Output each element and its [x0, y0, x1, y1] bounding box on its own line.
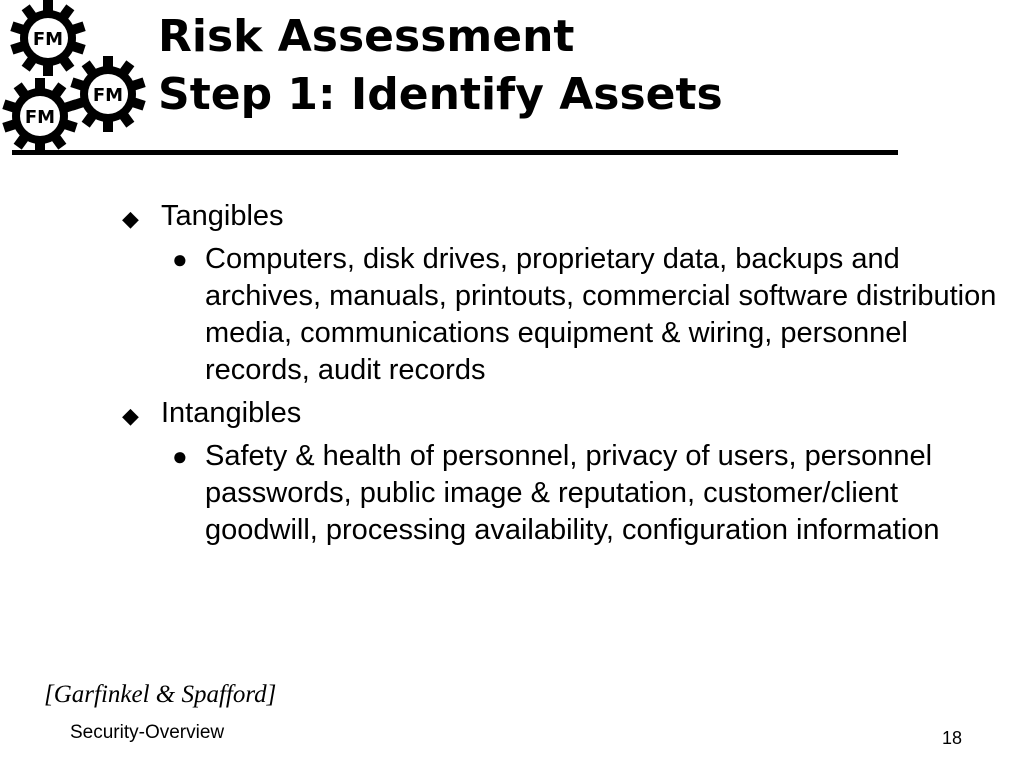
svg-text:FM: FM	[24, 107, 56, 128]
diamond-bullet-icon: ◆	[122, 206, 139, 231]
slide-title	[158, 8, 723, 124]
svg-text:FM: FM	[92, 85, 124, 106]
bullet-heading: Tangibles	[161, 200, 284, 232]
dot-bullet-icon: ●	[172, 441, 188, 471]
bullet-list	[120, 192, 1000, 549]
dot-bullet-icon: ●	[172, 244, 188, 274]
sub-bullet-text: Safety & health of personnel, privacy of users, personnel passwords, public image & reputation, customer/client goodwill, processing availability, configuration information	[205, 440, 940, 546]
sub-bullet-text: Computers, disk drives, proprietary data, backups and archives, manuals, printouts, commercial software distribution media, communications equipment & wiring, personnel records, audit records	[205, 243, 997, 386]
bullet-intangibles	[120, 395, 1000, 432]
citation: [Garfinkel & Spafford]	[44, 681, 277, 708]
page-number: 18	[942, 728, 963, 748]
bullet-tangibles	[120, 198, 1000, 235]
bullet-heading: Intangibles	[161, 397, 302, 429]
gear-icon-top	[10, 0, 85, 76]
slide-title-line-1: Risk Assessment	[158, 11, 575, 62]
diamond-bullet-icon: ◆	[122, 403, 139, 428]
gear-icon-bottom	[2, 78, 77, 154]
slide-title-line-2: Step 1: Identify Assets	[158, 69, 723, 120]
footer-label: Security-Overview	[70, 722, 225, 743]
sub-bullet-intangibles	[120, 438, 1000, 549]
fm-gears-logo	[0, 0, 160, 160]
sub-bullet-tangibles	[120, 241, 1000, 389]
title-divider	[12, 150, 898, 155]
svg-text:FM: FM	[32, 29, 64, 50]
gear-icon-right	[70, 56, 145, 132]
